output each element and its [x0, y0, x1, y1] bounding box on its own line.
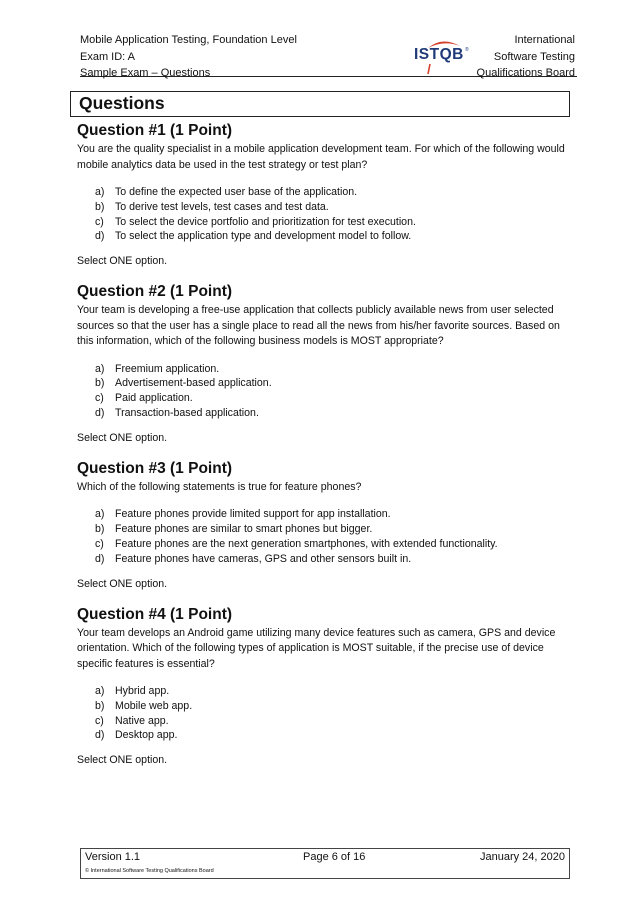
- option-list: [77, 507, 567, 566]
- option-letter: c): [95, 215, 104, 228]
- logo-swoosh-icon: [414, 38, 472, 78]
- question-title: Question #4 (1 Point): [77, 605, 233, 623]
- select-instruction: Select ONE option.: [77, 255, 168, 268]
- option-text: To define the expected user base of the application.: [115, 186, 358, 198]
- option-b: [95, 200, 567, 215]
- option-c: [95, 391, 567, 406]
- select-instruction: Select ONE option.: [77, 754, 168, 767]
- header-course: Mobile Application Testing, Foundation Level: [80, 34, 297, 46]
- question-text: You are the quality specialist in a mobile application development team. For which of the following would mobile analytics data be used in the test strategy or test plan?: [77, 143, 565, 171]
- option-letter: a): [95, 362, 105, 375]
- option-text: To derive test levels, test cases and test data.: [115, 200, 329, 213]
- option-text: Transaction-based application.: [115, 407, 259, 420]
- option-letter: a): [95, 508, 105, 521]
- option-text: Advertisement-based application.: [115, 377, 272, 390]
- option-text: Hybrid app.: [115, 685, 170, 698]
- header-org-line3: Qualifications Board: [476, 67, 575, 79]
- questions-content: [77, 121, 567, 781]
- option-letter: a): [95, 685, 105, 698]
- option-a: [95, 362, 567, 377]
- option-text: To select the application type and development model to follow.: [115, 230, 412, 243]
- option-letter: d): [95, 552, 105, 565]
- option-letter: d): [95, 407, 105, 420]
- option-a: [95, 507, 567, 522]
- option-text: Desktop app.: [115, 729, 178, 742]
- option-c: [95, 537, 567, 552]
- question-text: Your team is developing a free-use application that collects publicly available news from user selected sources so that the user has a single place to read all the news from his/her favorite sources. Based on this information, which of the following business models is MOST appropriate?: [77, 304, 560, 348]
- option-letter: b): [95, 200, 105, 213]
- header-org-line2: Software Testing: [493, 50, 575, 63]
- header-left: [80, 32, 297, 82]
- option-letter: c): [95, 714, 104, 727]
- header-org-line1: International: [514, 34, 575, 46]
- option-b: [95, 376, 567, 391]
- logo-trademark: ®: [465, 47, 469, 53]
- question-1: [77, 121, 567, 269]
- footer-copyright: © International Software Testing Qualifications Board: [85, 868, 214, 874]
- select-instruction: Select ONE option.: [77, 431, 168, 444]
- question-title: Question #2 (1 Point): [77, 283, 233, 301]
- select-instruction: Select ONE option.: [77, 577, 168, 590]
- logo-text: ISTQB: [414, 46, 464, 63]
- option-text: Feature phones have cameras, GPS and other sensors built in.: [115, 552, 412, 565]
- page-header: [80, 32, 577, 77]
- option-d: [95, 728, 567, 743]
- option-d: [95, 406, 567, 421]
- question-text: Your team develops an Android game utilizing many device features such as camera, GPS and device orientation. Which of the following types of application is MOST suitable, if the precise use of device specific features is essential?: [77, 626, 556, 670]
- option-text: Feature phones are the next generation smartphones, with extended functionality.: [115, 537, 498, 550]
- option-list: [77, 684, 567, 743]
- option-text: Mobile web app.: [115, 699, 193, 712]
- option-text: Feature phones are similar to smart phones but bigger.: [115, 523, 373, 536]
- question-title: Question #1 (1 Point): [77, 122, 233, 139]
- option-d: [95, 229, 567, 244]
- option-letter: b): [95, 377, 105, 390]
- question-4: [77, 605, 567, 769]
- footer-date: January 24, 2020: [479, 851, 565, 863]
- section-title: Questions: [79, 93, 165, 113]
- page-footer: [80, 848, 570, 879]
- option-d: [95, 552, 567, 567]
- question-3: [77, 459, 567, 592]
- header-exam-id: Exam ID: A: [80, 50, 136, 63]
- option-c: [95, 215, 567, 230]
- option-text: Native app.: [115, 714, 169, 727]
- option-letter: c): [95, 392, 104, 405]
- section-heading-box: [70, 91, 570, 117]
- question-2: [77, 282, 567, 446]
- option-b: [95, 699, 567, 714]
- option-list: [77, 185, 567, 244]
- istqb-logo: [414, 38, 472, 76]
- option-letter: b): [95, 699, 105, 712]
- option-letter: b): [95, 523, 105, 536]
- option-text: Feature phones provide limited support for app installation.: [115, 508, 391, 521]
- option-text: Freemium application.: [115, 362, 220, 375]
- option-a: [95, 684, 567, 699]
- footer-page-number: Page 6 of 16: [303, 851, 366, 863]
- question-text: Which of the following statements is true for feature phones?: [77, 480, 362, 493]
- option-letter: c): [95, 537, 104, 550]
- header-right: [477, 32, 575, 82]
- footer-version: Version 1.1: [85, 851, 141, 863]
- header-doc-type: Sample Exam – Questions: [80, 67, 211, 79]
- option-text: Paid application.: [115, 392, 193, 405]
- option-b: [95, 522, 567, 537]
- option-list: [77, 362, 567, 421]
- option-letter: d): [95, 230, 105, 243]
- question-title: Question #3 (1 Point): [77, 459, 233, 477]
- option-text: To select the device portfolio and prioritization for test execution.: [115, 215, 416, 228]
- option-a: [95, 185, 567, 200]
- option-letter: a): [95, 186, 105, 198]
- option-c: [95, 714, 567, 729]
- option-letter: d): [95, 729, 105, 742]
